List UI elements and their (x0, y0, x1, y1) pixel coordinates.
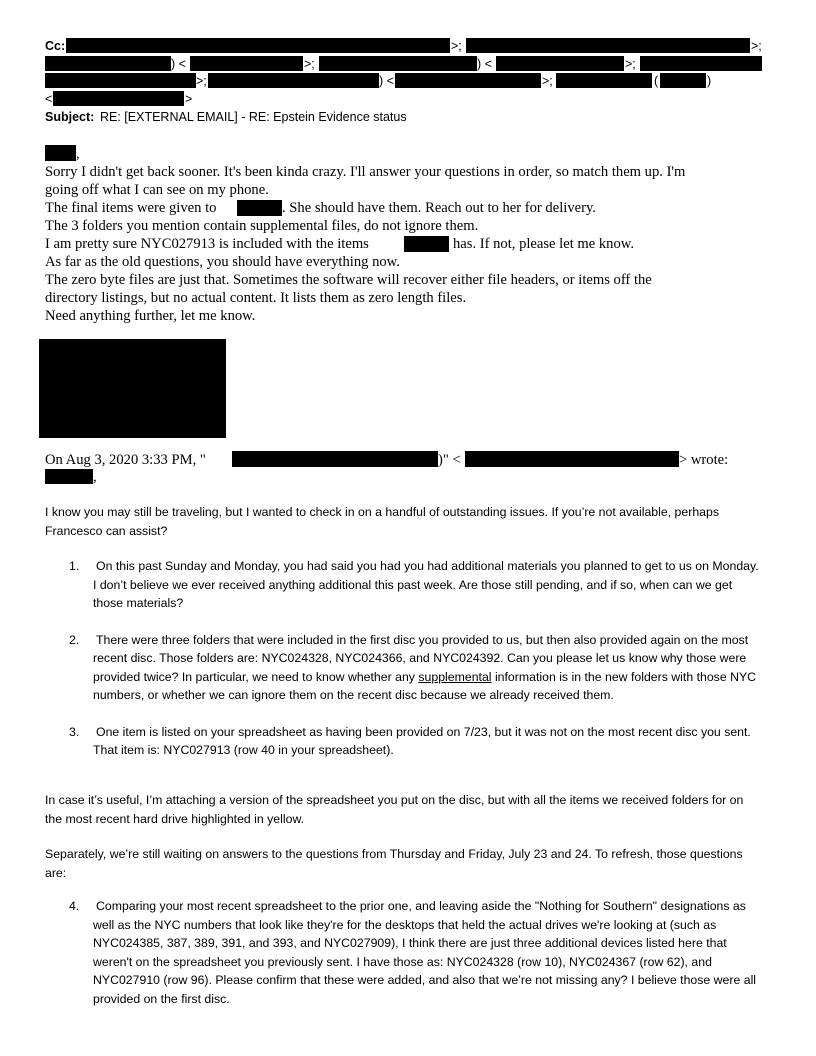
greeting-comma: , (76, 146, 80, 162)
question-list (69, 897, 763, 1008)
list-number: 3. (69, 724, 80, 739)
redaction (404, 236, 449, 252)
list-text: One item is listed on your spreadsheet as having been provided on 7/23, but it was not on the most recent disc you sent. That item is: NYC027913 (row 40 in your spreadsheet). (93, 724, 751, 757)
greeting-comma: , (93, 469, 97, 485)
redaction (496, 56, 624, 71)
list-number: 2. (69, 632, 80, 647)
redaction (208, 73, 379, 88)
redaction (45, 73, 196, 88)
underlined-word: supplemental (418, 669, 492, 684)
redaction (556, 73, 652, 88)
separator: >; (625, 57, 636, 71)
reply-line: Need anything further, let me know. (45, 308, 256, 324)
redaction (45, 56, 171, 71)
reply-line: As far as the old questions, you should have everything now. (45, 254, 400, 270)
list-number: 1. (69, 559, 80, 573)
separator: >; (451, 39, 462, 53)
separator: >; (542, 74, 553, 88)
reply-line: going off what I can see on my phone. (45, 182, 269, 198)
reply-line: I am pretty sure NYC027913 is included with the items (45, 236, 369, 252)
reply-line: The zero byte files are just that. Sometimes the software will recover either file headers, or items off the (45, 272, 652, 288)
redaction (66, 38, 450, 53)
redaction (395, 73, 541, 88)
question-list (69, 557, 763, 760)
list-text: Comparing your most recent spreadsheet to the prior one, and leaving aside the "Nothing for Southern" designations as well as the NYC numbers that look like they're for the desktops that held the actual drives we're looking at (such as NYC024385, 387, 389, 391, and 393, and NYC027909), I think there are just three additional devices listed here that weren't on the spreadsheet you previously sent. I have those as: NYC024328 (row 10), NYC024367 (row 62), and NYC027910 (row 96). Please confirm that these were added, and also that we’re not missing any? I believe those were all provided on the first disc. (93, 899, 757, 1006)
redaction (465, 451, 679, 467)
redaction (232, 451, 438, 467)
reply-line: has. If not, please let me know. (453, 236, 635, 252)
reply-line: The final items were given to (45, 200, 217, 216)
separator: > (185, 92, 193, 106)
paragraph-separately: Separately, we’re still waiting on answers to the questions from Thursday and Friday, July 23 and 24. To refresh, those questions are: (45, 847, 743, 880)
separator: < (45, 92, 53, 106)
redaction (466, 38, 750, 53)
subject-text: RE: [EXTERNAL EMAIL] - RE: Epstein Evidence status (100, 110, 407, 124)
list-item (69, 897, 763, 1008)
redaction (640, 56, 762, 71)
redaction (319, 56, 477, 71)
reply-line: directory listings, but no actual content. It lists them as zero length files. (45, 290, 467, 306)
cc-label: Cc: (45, 39, 66, 53)
list-text: There were three folders that were included in the first disc you provided to us, but then also provided again on the most recent disc. Those folders are: NYC024328, NYC024366, and NYC024392. Can you please let us know why those were provided twice? In particular, we need to know whether any (93, 632, 749, 684)
quoted-on-suffix: > wrote: (679, 452, 729, 468)
separator: ) < (171, 57, 186, 71)
separator: >; (196, 74, 207, 88)
redaction-greeting (45, 145, 76, 161)
reply-line: . She should have them. Reach out to her for delivery. (282, 200, 596, 216)
list-item (69, 631, 763, 705)
separator: ) < (477, 57, 492, 71)
redaction-greeting (45, 469, 93, 484)
quoted-intro: I know you may still be traveling, but I wanted to check in on a handful of outstanding issues. If you’re not available, perhaps Francesco can assist? (45, 505, 719, 538)
separator: ) (707, 74, 712, 88)
quoted-on-prefix: On Aug 3, 2020 3:33 PM, " (45, 452, 206, 468)
separator: >; (304, 57, 315, 71)
redaction (660, 73, 706, 88)
separator: ( (654, 74, 659, 88)
redaction (237, 200, 282, 216)
reply-line: The 3 folders you mention contain supplemental files, do not ignore them. (45, 218, 479, 234)
list-number: 4. (69, 899, 80, 913)
paragraph-attachment: In case it’s useful, I’m attaching a version of the spreadsheet you put on the disc, but with all the items we received folders for on the most recent hard drive highlighted in yellow. (45, 793, 744, 826)
list-item (69, 557, 763, 613)
list-item (69, 723, 763, 760)
redaction (190, 56, 303, 71)
quoted-on-middle: )" < (438, 452, 461, 468)
redaction (53, 91, 184, 106)
separator: >; (751, 39, 762, 53)
separator: ) < (379, 74, 394, 88)
list-text: On this past Sunday and Monday, you had said you had you had additional materials you planned to get to us on Monday. I don’t believe we ever received anything additional this past week. Are those still pending, and if so, when can we get those materials? (93, 559, 759, 610)
redacted-signature-block (39, 339, 226, 438)
list-text: information is in the new folders with those NYC numbers, or whether we can ignore them on the recent disc because we already received them. (93, 669, 757, 702)
subject-label: Subject: (45, 110, 95, 124)
reply-line: Sorry I didn't get back sooner. It's been kinda crazy. I'll answer your questions in order, so match them up. I'm (45, 164, 686, 180)
